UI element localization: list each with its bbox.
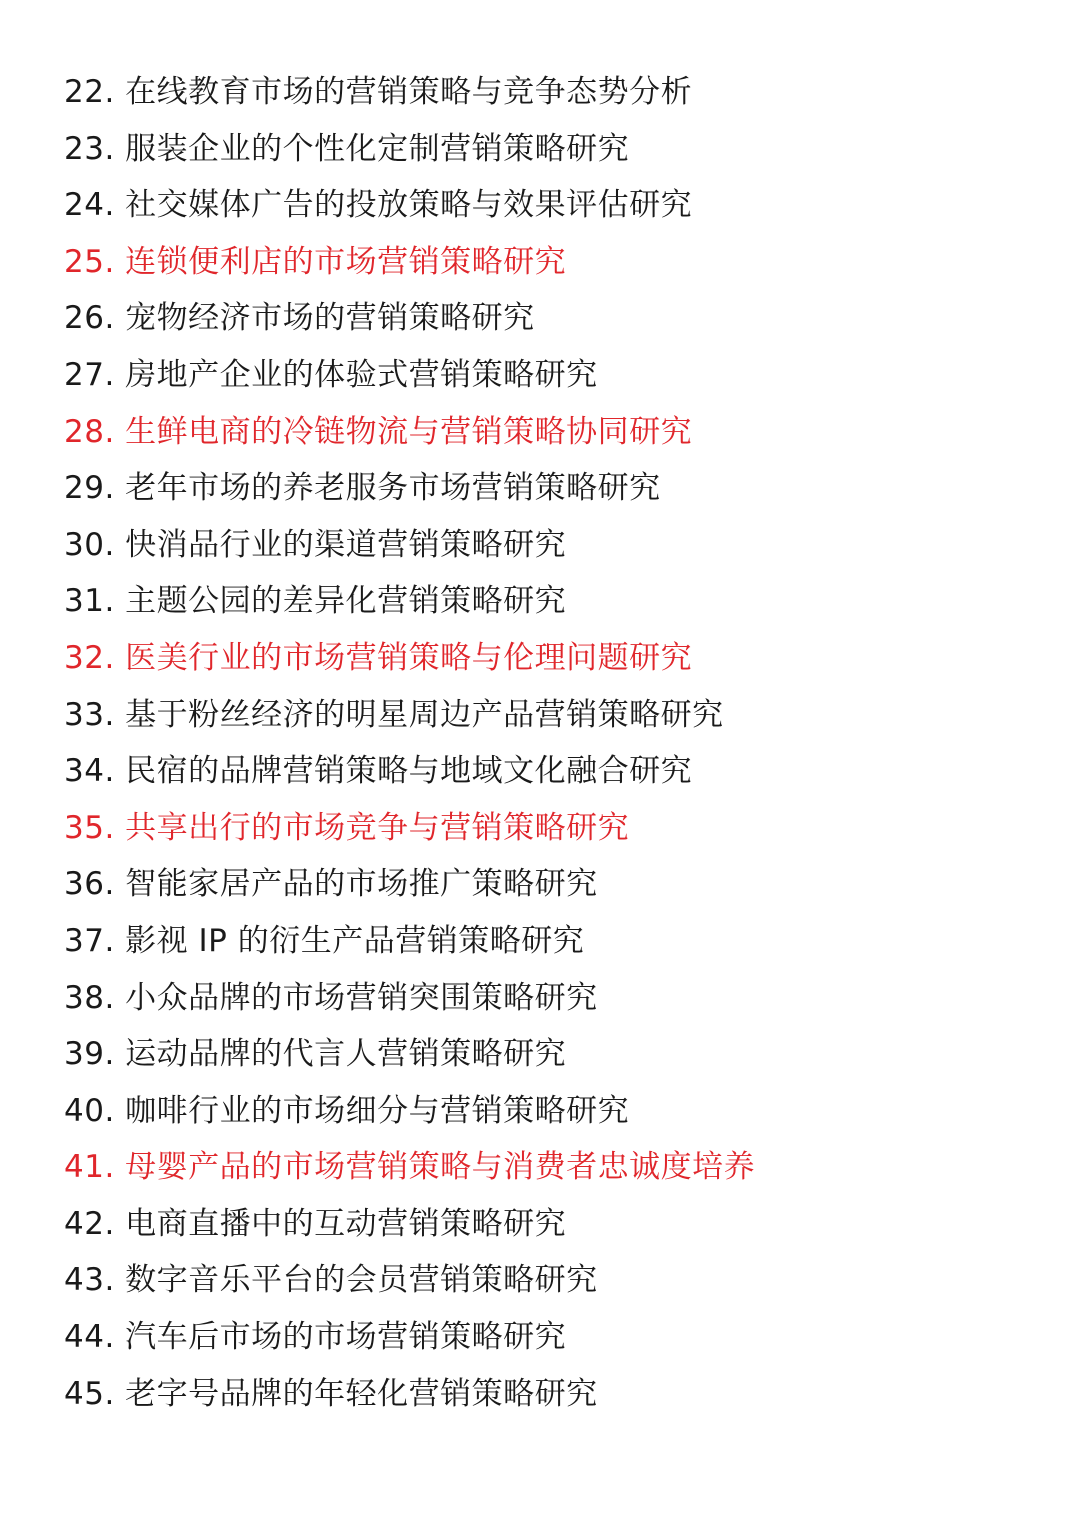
topic-item: 40. 咖啡行业的市场细分与营销策略研究 [64, 1092, 630, 1129]
topic-item: 23. 服装企业的个性化定制营销策略研究 [64, 130, 630, 167]
topic-item: 33. 基于粉丝经济的明星周边产品营销策略研究 [64, 696, 724, 733]
topic-item: 37. 影视 IP 的衍生产品营销策略研究 [64, 922, 585, 959]
topic-item: 35. 共享出行的市场竞争与营销策略研究 [64, 809, 630, 846]
topic-item: 39. 运动品牌的代言人营销策略研究 [64, 1036, 567, 1073]
topic-item: 38. 小众品牌的市场营销突围策略研究 [64, 979, 598, 1016]
topic-item: 27. 房地产企业的体验式营销策略研究 [64, 356, 598, 393]
topic-item: 25. 连锁便利店的市场营销策略研究 [64, 243, 567, 280]
topic-item: 29. 老年市场的养老服务市场营销策略研究 [64, 470, 661, 507]
topic-item: 26. 宠物经济市场的营销策略研究 [64, 300, 535, 337]
topic-item: 28. 生鲜电商的冷链物流与营销策略协同研究 [64, 413, 693, 450]
topic-item: 45. 老字号品牌的年轻化营销策略研究 [64, 1375, 598, 1412]
topic-item: 24. 社交媒体广告的投放策略与效果评估研究 [64, 187, 693, 224]
topic-item: 36. 智能家居产品的市场推广策略研究 [64, 866, 598, 903]
topic-item: 30. 快消品行业的渠道营销策略研究 [64, 526, 567, 563]
topic-item: 32. 医美行业的市场营销策略与伦理问题研究 [64, 639, 693, 676]
topic-item: 44. 汽车后市场的市场营销策略研究 [64, 1319, 567, 1356]
topic-item: 22. 在线教育市场的营销策略与竞争态势分析 [64, 74, 693, 110]
topic-item: 41. 母婴产品的市场营销策略与消费者忠诚度培养 [64, 1149, 756, 1186]
topic-item: 43. 数字音乐平台的会员营销策略研究 [64, 1262, 598, 1299]
topic-item: 34. 民宿的品牌营销策略与地域文化融合研究 [64, 753, 693, 790]
topic-item: 42. 电商直播中的互动营销策略研究 [64, 1205, 567, 1242]
topic-list [64, 64, 755, 1422]
topic-item: 31. 主题公园的差异化营销策略研究 [64, 583, 567, 620]
